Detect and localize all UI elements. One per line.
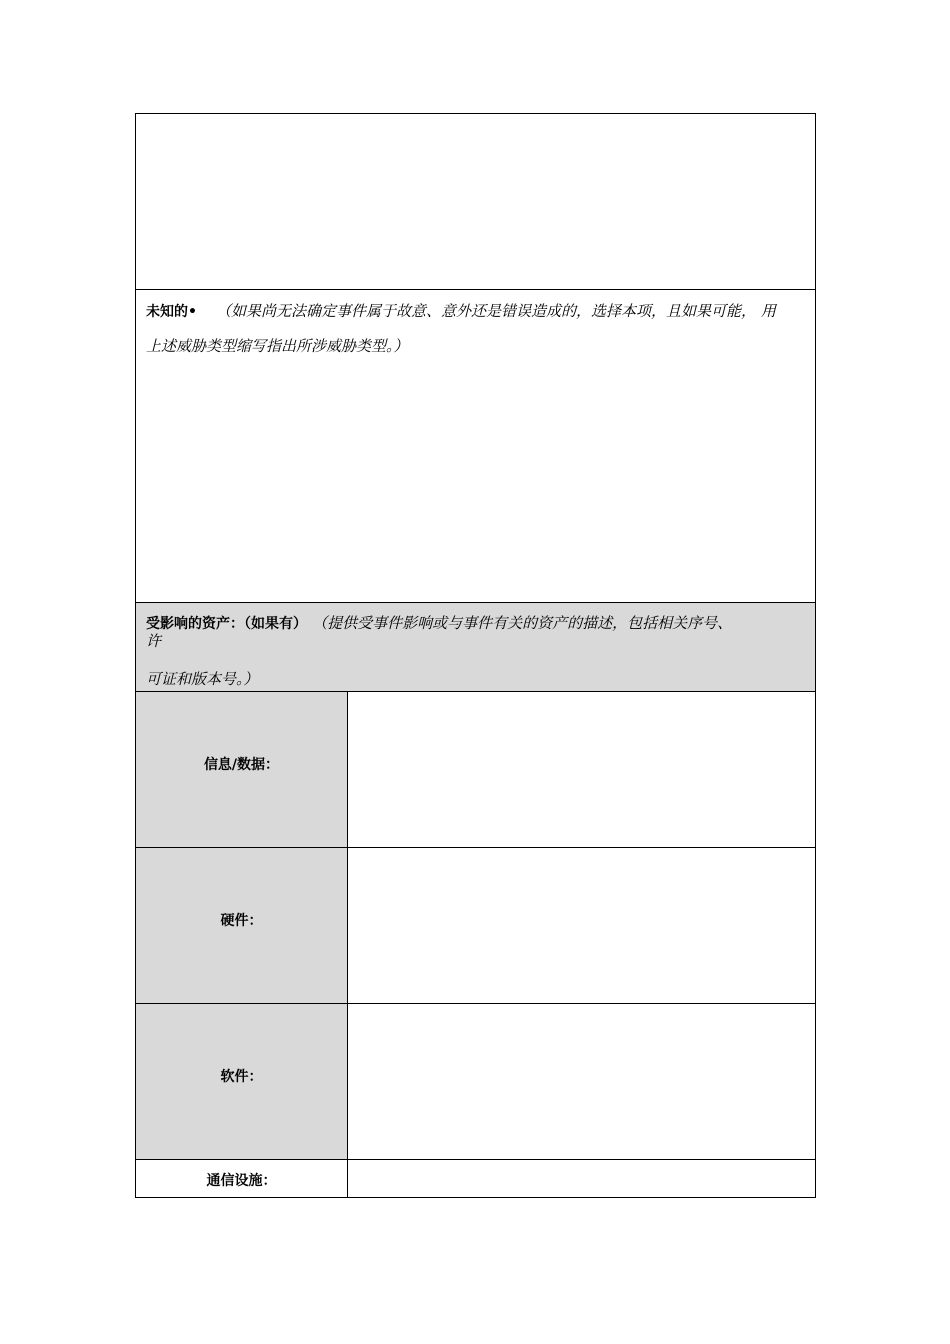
unknown-hint-1: （如果尚无法确定事件属于故意、意外还是错误造成的，选择本项，且如果可能， 用 [216, 302, 776, 320]
asset-hardware-field[interactable] [348, 848, 815, 1003]
asset-hardware-label: 硬件： [220, 913, 263, 929]
asset-software-field[interactable] [348, 1004, 815, 1159]
asset-comms-field[interactable] [348, 1160, 815, 1197]
unknown-section [136, 290, 815, 602]
unknown-label: 未知的• [146, 304, 197, 320]
previous-section-blank [136, 114, 815, 289]
column-divider [347, 692, 348, 1198]
asset-info-label: 信息/数据： [203, 757, 280, 773]
assets-label: 受影响的资产：（如果有） [146, 616, 307, 632]
asset-software-label: 软件： [220, 1069, 263, 1085]
assets-hint-1b: 许 [146, 632, 162, 650]
unknown-line-1 [146, 301, 776, 322]
asset-row-label-cell [136, 692, 347, 847]
incident-report-form [135, 113, 816, 1198]
assets-hint-2: 可证和版本号。） [146, 670, 259, 688]
asset-row-label-cell [136, 1160, 347, 1197]
assets-line-1 [146, 613, 732, 634]
asset-row-label-cell [136, 848, 347, 1003]
asset-row-label-cell [136, 1004, 347, 1159]
unknown-hint-2: 上述威胁类型缩写指出所涉威胁类型。） [146, 337, 409, 355]
asset-comms-label: 通信设施： [206, 1173, 277, 1189]
asset-info-field[interactable] [348, 692, 815, 847]
assets-header [136, 603, 815, 691]
assets-hint-1: （提供受事件影响或与事件有关的资产的描述，包括相关序号、 [312, 614, 733, 632]
